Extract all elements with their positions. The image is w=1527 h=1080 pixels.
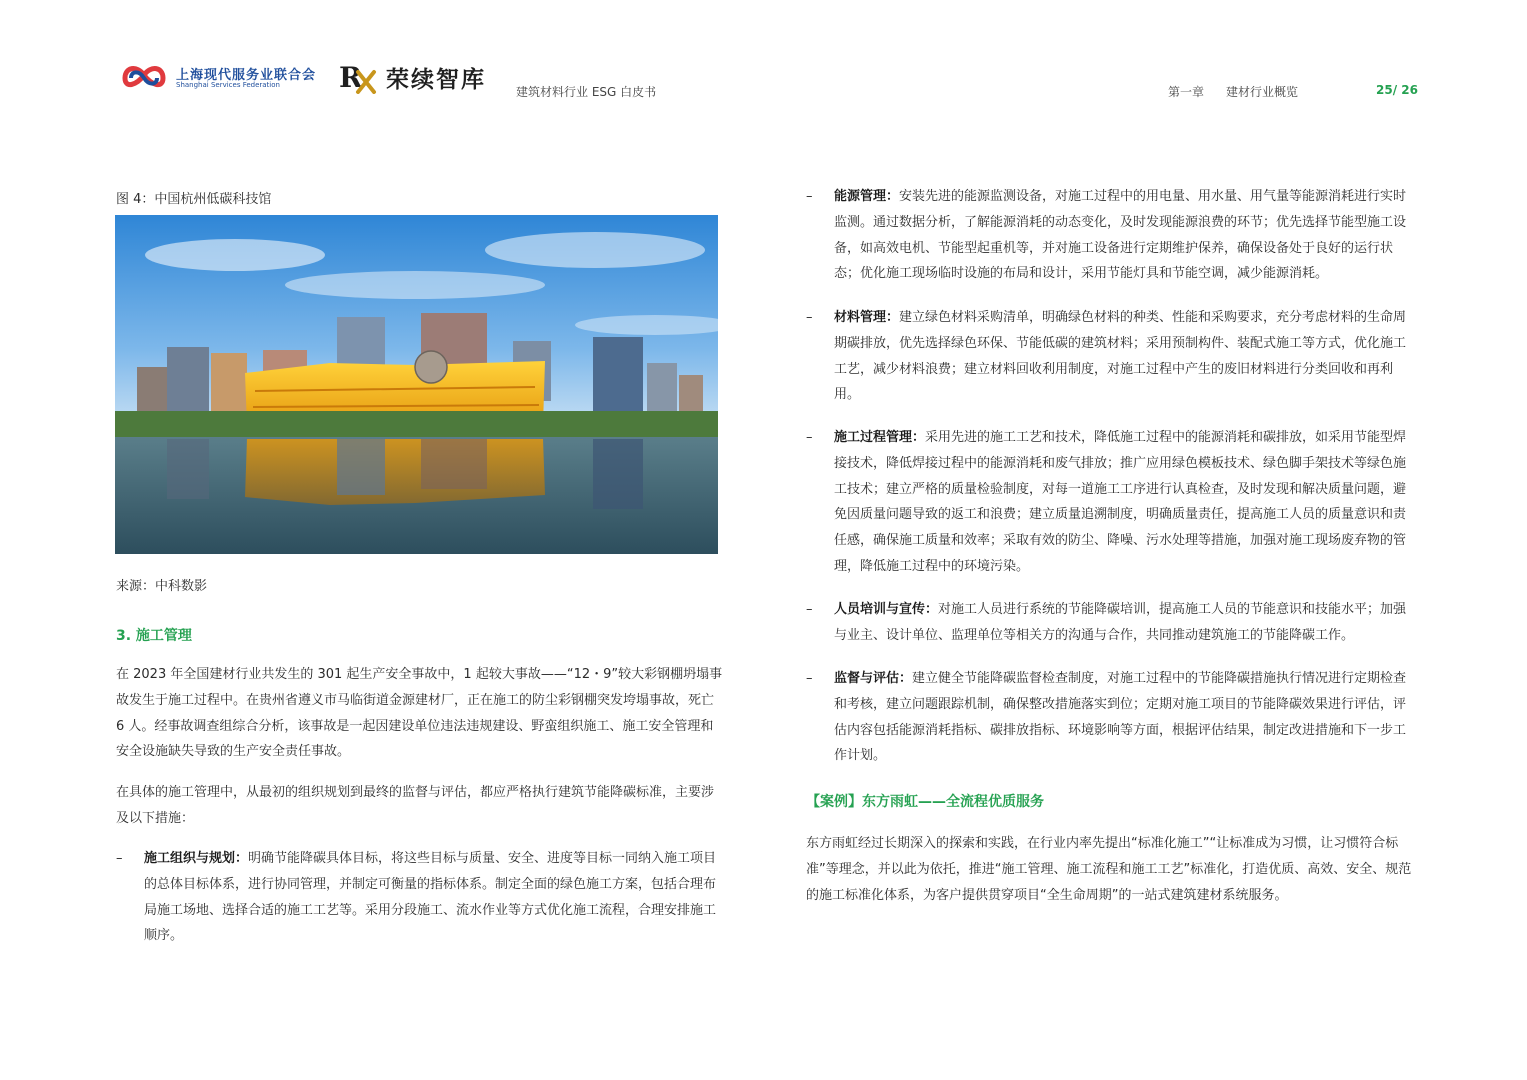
bullet-dash: – xyxy=(806,430,813,445)
federation-name-en: Shanghai Services Federation xyxy=(176,81,280,89)
page-number: 25/ 26 xyxy=(1376,83,1418,97)
chapter-number: 第一章 xyxy=(1168,85,1205,99)
think-tank-logo-icon xyxy=(338,60,378,94)
federation-name-zh: 上海现代服务业联合会 xyxy=(176,68,317,83)
figure-caption: 图 4：中国杭州低碳科技馆 xyxy=(116,192,272,207)
section-heading: 3. 施工管理 xyxy=(116,628,192,644)
think-tank-name: 荣续智库 xyxy=(386,67,486,93)
hangzhou-museum-photo xyxy=(115,215,718,554)
bullet-label: 监督与评估： xyxy=(834,671,913,686)
bullet-text: 采用先进的施工工艺和技术，降低施工过程中的能源消耗和碳排放，如采用节能型焊接技术，降低焊接过程中的能源消耗和废气排放；推广应用绿色模板技术、绿色脚手架技术等绿色施工技术；建立严格的质量检验制度，对每一道施工工序进行认真检查，及时发现和解决质量问题，避免因质量问题导致的返工和浪费；建立质量追溯制度，明确质量责任，提高施工人员的质量意识和责任感，确保施工质量和效率；采取有效的防尘、降噪、污水处理等措施，加强对施工现场废弃物的管理，降低施工过程中的环境污染。 xyxy=(834,430,1407,574)
bullet-dash: – xyxy=(806,310,813,325)
document-title: 建筑材料行业 ESG 白皮书 xyxy=(516,85,657,99)
bullet-label: 施工过程管理： xyxy=(834,430,926,445)
case-heading: 【案例】东方雨虹——全流程优质服务 xyxy=(806,794,1044,810)
figure-source: 来源：中科数影 xyxy=(116,579,208,594)
federation-logo-icon xyxy=(121,61,167,95)
bullet-dash: – xyxy=(806,189,813,204)
bullet-label: 人员培训与宣传： xyxy=(834,602,939,617)
bullet-dash: – xyxy=(806,602,813,617)
chapter-title: 建材行业概览 xyxy=(1226,85,1299,99)
bullet-text: 对施工人员进行系统的节能降碳培训，提高施工人员的节能意识和技能水平；加强与业主、设计单位、监理单位等相关方的沟通与合作，共同推动建筑施工的节能降碳工作。 xyxy=(834,602,1407,643)
section-paragraph-accident: 在 2023 年全国建材行业共发生的 301 起生产安全事故中，1 起较大事故——“12・9”较大彩钢棚坍塌事故发生于施工过程中。在贵州省遵义市马临街道金源建材厂，正在施工的防尘彩钢棚突发垮塌事故，死亡 6 人。经事故调查组综合分析，该事故是一起因建设单位违法违规建设、野蛮组织施工、施工安全管理和安全设施缺失导致的生产安全责任事故。 xyxy=(116,667,723,760)
bullet-text: 建立绿色材料采购清单，明确绿色材料的种类、性能和采购要求，充分考虑材料的生命周期碳排放，优先选择绿色环保、节能低碳的建筑材料；采用预制构件、装配式施工等方式，优化施工工艺，减少材料浪费；建立材料回收利用制度，对施工过程中产生的废旧材料进行分类回收和再利用。 xyxy=(834,310,1407,403)
bullet-label: 能源管理： xyxy=(834,189,900,204)
case-paragraph: 东方雨虹经过长期深入的探索和实践，在行业内率先提出“标准化施工”“让标准成为习惯，让习惯符合标准”等理念，并以此为依托，推进“施工管理、施工流程和施工工艺”标准化，打造优质、高效、安全、规范的施工标准化体系，为客户提供贯穿项目“全生命周期”的一站式建筑建材系统服务。 xyxy=(806,836,1412,903)
bullet-text: 明确节能降碳具体目标，将这些目标与质量、安全、进度等目标一同纳入施工项目的总体目标体系，进行协同管理，并制定可衡量的指标体系。制定全面的绿色施工方案，包括合理布局施工场地、选择合适的施工工艺等。采用分段施工、流水作业等方式优化施工流程，合理安排施工顺序。 xyxy=(144,851,717,944)
bullet-label: 施工组织与规划： xyxy=(144,851,249,866)
bullet-text: 安装先进的能源监测设备，对施工过程中的用电量、用水量、用气量等能源消耗进行实时监测。通过数据分析，了解能源消耗的动态变化，及时发现能源浪费的环节；优先选择节能型施工设备，如高效电机、节能型起重机等，并对施工设备进行定期维护保养，确保设备处于良好的运行状态；优化施工现场临时设施的布局和设计，采用节能灯具和节能空调，减少能源消耗。 xyxy=(834,189,1407,282)
bullet-dash: – xyxy=(116,851,123,866)
section-paragraph-measures: 在具体的施工管理中，从最初的组织规划到最终的监督与评估，都应严格执行建筑节能降碳标准，主要涉及以下措施： xyxy=(116,785,715,826)
bullet-dash: – xyxy=(806,671,813,686)
svg-text:R: R xyxy=(339,61,363,94)
bullet-text: 建立健全节能降碳监督检查制度，对施工过程中的节能降碳措施执行情况进行定期检查和考核，建立问题跟踪机制，确保整改措施落实到位；定期对施工项目的节能降碳效果进行评估，评估内容包括能源消耗指标、碳排放指标、环境影响等方面，根据评估结果，制定改进措施和下一步工作计划。 xyxy=(834,671,1407,764)
bullet-label: 材料管理： xyxy=(834,310,900,325)
